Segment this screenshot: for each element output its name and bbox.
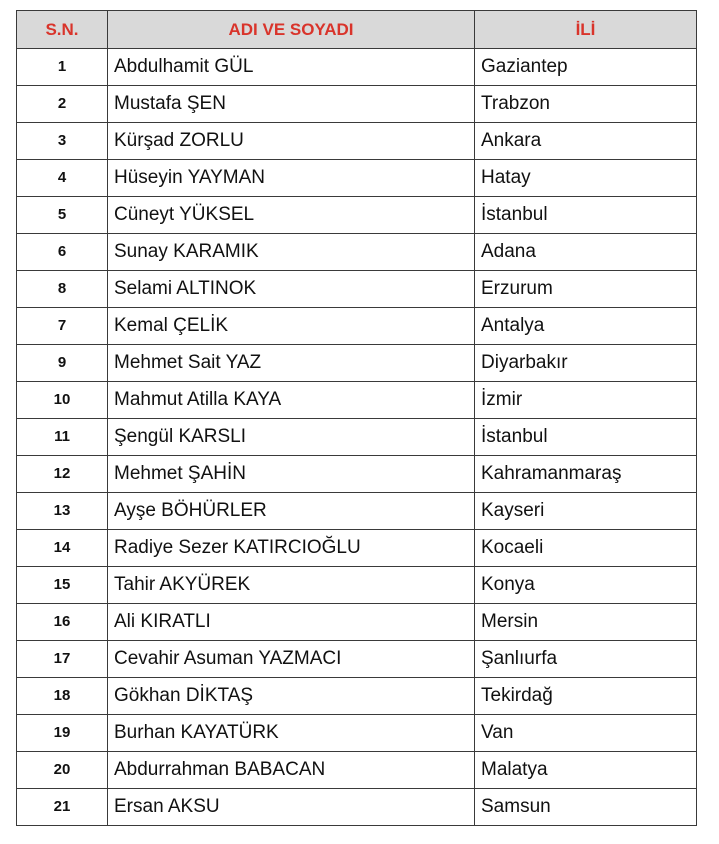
row-city: Adana	[475, 234, 697, 271]
row-name: Abdurrahman BABACAN	[108, 752, 475, 789]
table-row	[17, 123, 697, 160]
table-row	[17, 641, 697, 678]
table-row	[17, 86, 697, 123]
row-name: Ali KIRATLI	[108, 604, 475, 641]
row-sn: 11	[17, 419, 108, 456]
row-name: Ayşe BÖHÜRLER	[108, 493, 475, 530]
table-row	[17, 234, 697, 271]
table-row	[17, 715, 697, 752]
row-city: Diyarbakır	[475, 345, 697, 382]
row-sn: 20	[17, 752, 108, 789]
row-name: Burhan KAYATÜRK	[108, 715, 475, 752]
table-row	[17, 197, 697, 234]
row-name: Tahir AKYÜREK	[108, 567, 475, 604]
row-city: Kayseri	[475, 493, 697, 530]
header-row	[17, 11, 697, 49]
header-name: ADI VE SOYADI	[108, 11, 475, 49]
table-row	[17, 49, 697, 86]
row-city: Samsun	[475, 789, 697, 826]
row-city: Trabzon	[475, 86, 697, 123]
row-name: Cüneyt YÜKSEL	[108, 197, 475, 234]
row-city: Gaziantep	[475, 49, 697, 86]
row-city: Tekirdağ	[475, 678, 697, 715]
row-sn: 2	[17, 86, 108, 123]
row-sn: 7	[17, 308, 108, 345]
row-name: Cevahir Asuman YAZMACI	[108, 641, 475, 678]
row-city: Şanlıurfa	[475, 641, 697, 678]
row-sn: 16	[17, 604, 108, 641]
table-row	[17, 382, 697, 419]
row-sn: 15	[17, 567, 108, 604]
row-city: Erzurum	[475, 271, 697, 308]
row-name: Mehmet Sait YAZ	[108, 345, 475, 382]
table-row	[17, 678, 697, 715]
table-row	[17, 493, 697, 530]
row-sn: 14	[17, 530, 108, 567]
row-name: Abdulhamit GÜL	[108, 49, 475, 86]
row-sn: 4	[17, 160, 108, 197]
row-sn: 8	[17, 271, 108, 308]
row-city: Kocaeli	[475, 530, 697, 567]
row-name: Sunay KARAMIK	[108, 234, 475, 271]
row-city: Mersin	[475, 604, 697, 641]
row-sn: 13	[17, 493, 108, 530]
row-sn: 18	[17, 678, 108, 715]
table-row	[17, 789, 697, 826]
roster-table	[16, 10, 697, 826]
row-name: Kemal ÇELİK	[108, 308, 475, 345]
row-name: Mustafa ŞEN	[108, 86, 475, 123]
row-city: Antalya	[475, 308, 697, 345]
row-sn: 10	[17, 382, 108, 419]
table-body	[17, 49, 697, 826]
table-row	[17, 604, 697, 641]
row-sn: 9	[17, 345, 108, 382]
row-name: Selami ALTINOK	[108, 271, 475, 308]
row-sn: 21	[17, 789, 108, 826]
table-row	[17, 567, 697, 604]
row-name: Gökhan DİKTAŞ	[108, 678, 475, 715]
row-sn: 12	[17, 456, 108, 493]
row-name: Mehmet ŞAHİN	[108, 456, 475, 493]
row-city: Van	[475, 715, 697, 752]
row-name: Şengül KARSLI	[108, 419, 475, 456]
table-row	[17, 345, 697, 382]
row-name: Radiye Sezer KATIRCIOĞLU	[108, 530, 475, 567]
row-city: Malatya	[475, 752, 697, 789]
table-row	[17, 160, 697, 197]
row-sn: 5	[17, 197, 108, 234]
row-sn: 6	[17, 234, 108, 271]
table-row	[17, 530, 697, 567]
row-city: Ankara	[475, 123, 697, 160]
table-row	[17, 308, 697, 345]
table-row	[17, 752, 697, 789]
row-sn: 19	[17, 715, 108, 752]
row-sn: 3	[17, 123, 108, 160]
row-city: Kahramanmaraş	[475, 456, 697, 493]
table-row	[17, 271, 697, 308]
row-name: Hüseyin YAYMAN	[108, 160, 475, 197]
row-city: İzmir	[475, 382, 697, 419]
row-name: Ersan AKSU	[108, 789, 475, 826]
header-sn: S.N.	[17, 11, 108, 49]
row-sn: 1	[17, 49, 108, 86]
row-sn: 17	[17, 641, 108, 678]
row-name: Mahmut Atilla KAYA	[108, 382, 475, 419]
row-name: Kürşad ZORLU	[108, 123, 475, 160]
row-city: Hatay	[475, 160, 697, 197]
row-city: Konya	[475, 567, 697, 604]
row-city: İstanbul	[475, 197, 697, 234]
row-city: İstanbul	[475, 419, 697, 456]
header-city: İLİ	[475, 11, 697, 49]
table-row	[17, 456, 697, 493]
table-header	[17, 11, 697, 49]
table-row	[17, 419, 697, 456]
